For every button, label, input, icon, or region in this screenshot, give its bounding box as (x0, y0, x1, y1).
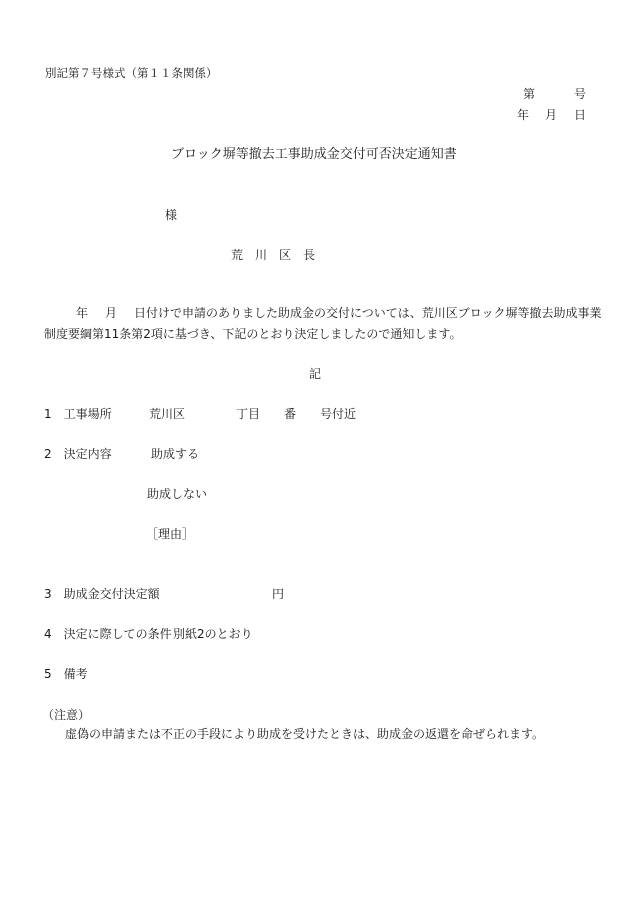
paragraph-line2: 制度要綱第11条第2項に基づき、下記のとおり決定しましたので通知します。 (44, 327, 462, 341)
item4-value: 別紙2のとおり (173, 627, 253, 641)
item1-chome: 丁目 (236, 407, 261, 421)
document-title: ブロック塀等撤去工事助成金交付可否決定通知書 (171, 147, 457, 162)
ki-heading: 記 (309, 367, 322, 381)
item5-label: 5 備考 (44, 667, 88, 681)
date-year: 年 (517, 108, 530, 122)
item3-label: 3 助成金交付決定額 (44, 587, 160, 601)
item2-label: 2 決定内容 (44, 447, 112, 461)
issuer: 荒 川 区 長 (231, 248, 316, 262)
date-day: 日 (574, 108, 587, 122)
item2-option-deny: 助成しない (147, 487, 208, 501)
note-heading: （注意） (42, 708, 91, 722)
paragraph-month: 月 (105, 306, 118, 320)
item1-ward: 荒川区 (149, 407, 186, 421)
addressee-suffix: 様 (165, 208, 178, 222)
note-text: 虚偽の申請または不正の手段により助成を受けたときは、助成金の返還を命ぜられます。 (65, 727, 545, 741)
item2-option-grant: 助成する (151, 447, 200, 461)
item1-go: 号付近 (320, 407, 357, 421)
item2-reason: ［理由］ (146, 527, 195, 541)
item1-ban: 番 (284, 407, 297, 421)
paragraph-line1: 日付けで申請のありました助成金の交付については、荒川区ブロック塀等撤去助成事業 (134, 306, 602, 320)
number-go: 号 (574, 87, 587, 101)
item1-label: 1 工事場所 (44, 407, 112, 421)
form-reference: 別記第７号様式（第１１条関係） (45, 66, 218, 80)
item3-unit: 円 (272, 587, 285, 601)
date-month: 月 (545, 108, 558, 122)
item4-label: 4 決定に際しての条件 (44, 627, 172, 641)
paragraph-year: 年 (76, 306, 89, 320)
number-dai: 第 (523, 87, 536, 101)
